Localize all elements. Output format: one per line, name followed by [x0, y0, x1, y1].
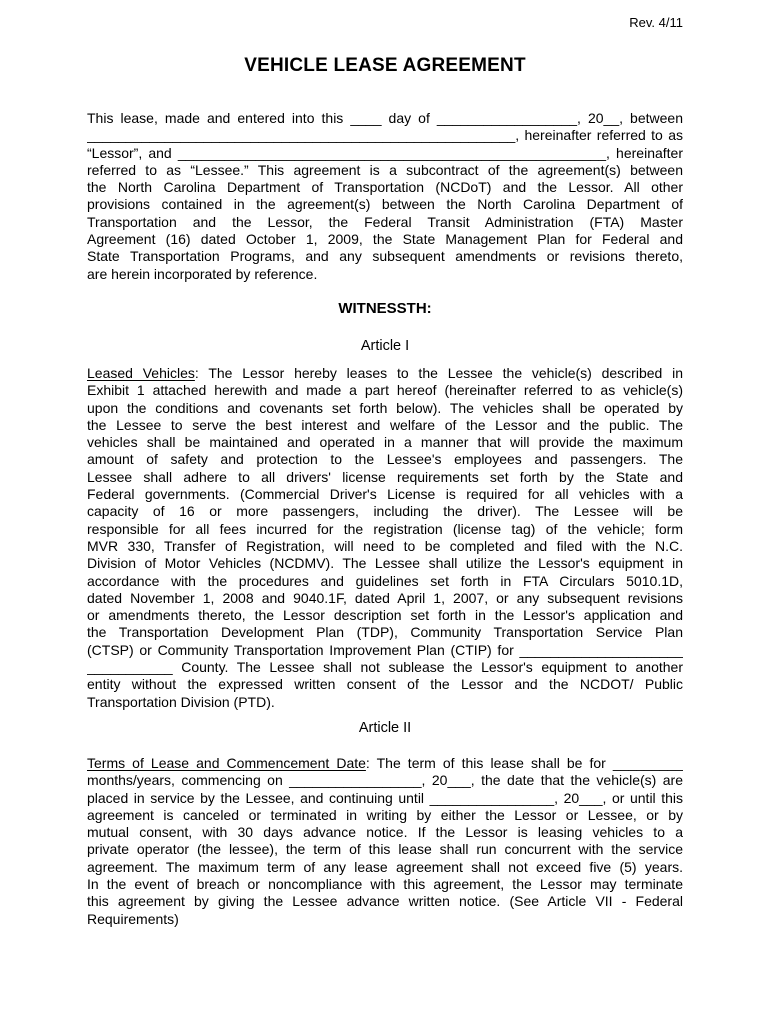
doc-line: mutual consent, with 30 days advance notice. If the Lessor is leasing vehicles to a [87, 824, 683, 841]
terms-of-lease-lines [87, 772, 683, 928]
doc-line: agreement. The maximum term of any lease agreement shall not exceed five (5) years. [87, 858, 683, 875]
doc-line: placed in service by the Lessee, and continuing until ________________, 20___, or until this [87, 789, 683, 806]
doc-line: responsible for all fees incurred for the registration (license tag) of the vehicle; form [87, 520, 683, 537]
doc-line [87, 365, 683, 382]
doc-line: months/years, commencing on _________________, 20___, the date that the vehicle(s) are [87, 772, 683, 789]
doc-line: Division of Motor Vehicles (NCDMV). The Lessee shall utilize the Lessor's equipment in [87, 555, 683, 572]
article-ii-heading: Article II [358, 719, 412, 736]
doc-line: vehicles shall be maintained and operated in a manner that will provide the maximum [87, 434, 683, 451]
doc-line: the Transportation Development Plan (TDP), Community Transportation Service Plan [87, 624, 683, 641]
doc-line: private operator (the lessee), the term of this lease shall run concurrent with the service [87, 841, 683, 858]
doc-line: capacity of 16 or more passengers, including the driver). The Lessee will be [87, 503, 683, 520]
doc-line: Transportation Division (PTD). [87, 693, 275, 710]
doc-line: entity without the expressed written consent of the Lessor and the NCDOT/ Public [87, 676, 683, 693]
intro-paragraph [87, 110, 683, 283]
doc-line: or amendments thereto, the Lessor description set forth in the Lessor's application and [87, 607, 683, 624]
doc-line: amount of safety and protection to the Lessee's employees and passengers. The [87, 451, 683, 468]
doc-line: MVR 330, Transfer of Registration, will need to be completed and filed with the N.C. [87, 537, 683, 554]
terms-of-lease-lead-text: : The term of this lease shall be for _________ [365, 754, 683, 771]
doc-line: “Lessor”, and _______________________________________________________, hereinafter [87, 144, 683, 161]
document-content [0, 54, 770, 928]
doc-line: Federal governments. (Commercial Driver's License is required for all vehicles with a [87, 486, 683, 503]
doc-line: State Transportation Programs, and any subsequent amendments or revisions thereto, [87, 248, 683, 265]
terms-of-lease-heading: Terms of Lease and Commencement Date [87, 754, 366, 771]
doc-line: the North Carolina Department of Transportation (NCDoT) and the Lessor. All other [87, 179, 683, 196]
doc-line: (CTSP) or Community Transportation Improvement Plan (CTIP) for _____________________ [87, 641, 683, 658]
doc-line: this agreement by giving the Lessee advance written notice. (See Article VII - Federal [87, 893, 683, 910]
doc-line: ___________ County. The Lessee shall not sublease the Lessor's equipment to another [87, 659, 683, 676]
doc-line: Exhibit 1 attached herewith and made a part hereof (hereinafter referred to as vehicle(s) [87, 382, 683, 399]
terms-of-lease-paragraph [87, 755, 683, 928]
witnessth-heading: WITNESSTH: [338, 299, 432, 317]
doc-line: _______________________________________________________, hereinafter referred to as [87, 127, 683, 144]
doc-line: referred to as “Lessee.” This agreement is a subcontract of the agreement(s) between [87, 161, 683, 178]
revision-label: Rev. 4/11 [629, 15, 683, 30]
document-title: VEHICLE LEASE AGREEMENT [244, 55, 526, 76]
doc-line: Transportation and the Lessor, the Federal Transit Administration (FTA) Master [87, 213, 683, 230]
doc-line: This lease, made and entered into this ____ day of __________________, 20__, between [87, 110, 683, 126]
doc-line: Requirements) [87, 910, 179, 927]
doc-line: accordance with the procedures and guidelines set forth in FTA Circulars 5010.1D, [87, 572, 683, 589]
doc-line: agreement is canceled or terminated in writing by either the Lessor or Lessee, or by [87, 806, 683, 823]
doc-line: are herein incorporated by reference. [87, 265, 318, 282]
doc-line: dated November 1, 2008 and 9040.1F, dated April 1, 2007, or any subsequent revisions [87, 589, 683, 606]
leased-vehicles-lines [87, 382, 683, 711]
leased-vehicles-paragraph [87, 365, 683, 711]
article-i-heading: Article I [360, 337, 410, 354]
leased-vehicles-lead-text: : The Lessor hereby leases to the Lessee the vehicle(s) described in [194, 364, 683, 381]
doc-line: provisions contained in the agreement(s) between the North Carolina Department of [87, 196, 683, 213]
doc-line: In the event of breach or noncompliance with this agreement, the Lessor may terminate [87, 875, 683, 892]
doc-line [87, 755, 683, 772]
doc-line: Agreement (16) dated October 1, 2009, the State Management Plan for Federal and [87, 231, 683, 248]
leased-vehicles-heading: Leased Vehicles [87, 364, 195, 381]
doc-line: Lessee shall adhere to all drivers' license requirements set forth by the State and [87, 468, 683, 485]
doc-line: the Lessee to serve the best interest and welfare of the Lessor and the public. The [87, 416, 683, 433]
doc-line: upon the conditions and covenants set forth below). The vehicles shall be operated by [87, 399, 683, 416]
